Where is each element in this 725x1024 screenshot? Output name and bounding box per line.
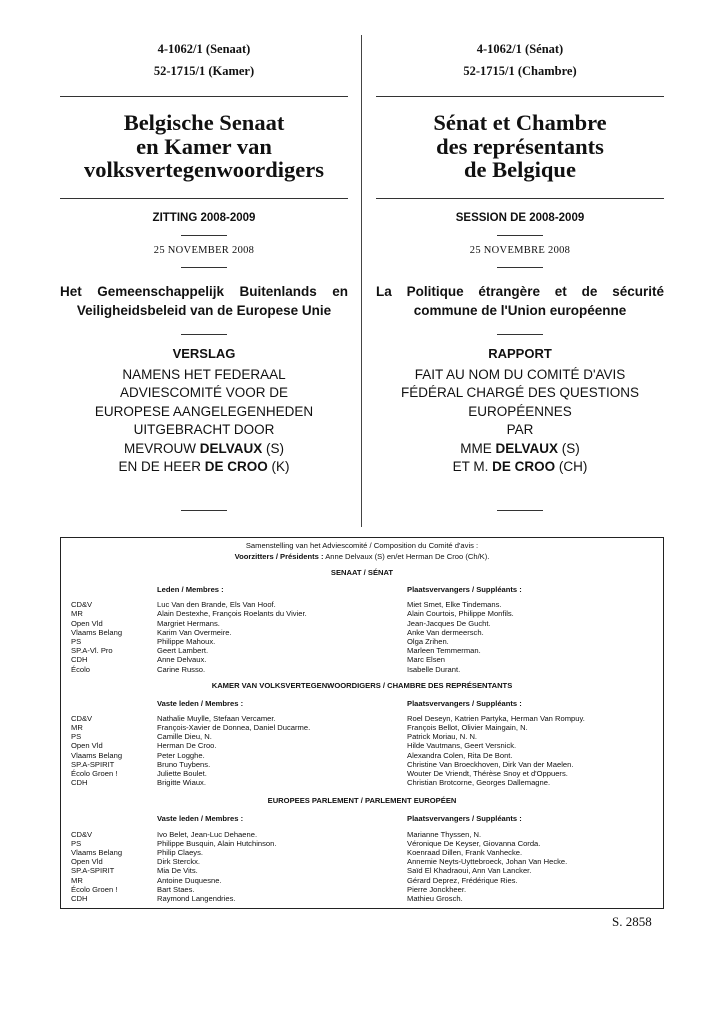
short-divider bbox=[497, 235, 543, 236]
party-name: Vlaams Belang bbox=[71, 627, 123, 637]
chairs-line bbox=[61, 552, 663, 561]
member-row bbox=[61, 778, 663, 787]
substitutes-names: Alain Courtois, Philippe Monfils. bbox=[407, 609, 514, 619]
rapporteur-name: DE CROO bbox=[204, 459, 268, 474]
party-name: CD&V bbox=[71, 713, 93, 723]
session-label: SESSION DE 2008-2009 bbox=[455, 211, 585, 224]
substitutes-header: Plaatsvervangers / Suppléants : bbox=[407, 698, 522, 708]
report-title: RAPPORT bbox=[488, 345, 552, 361]
members-names: Geert Lambert. bbox=[157, 646, 209, 656]
substitutes-names: Christian Brotcorne, Georges Dallemagne. bbox=[407, 778, 551, 788]
rapporteur-suffix: (S) bbox=[262, 440, 284, 456]
member-row bbox=[61, 751, 663, 760]
date: 25 NOVEMBRE 2008 bbox=[469, 244, 571, 256]
title-line: Belgische Senaat bbox=[123, 110, 285, 135]
substitutes-names: Koenraad Dillen, Frank Vanhecke. bbox=[407, 847, 523, 857]
substitutes-names: Alexandra Colen, Rita De Bont. bbox=[407, 750, 513, 760]
substitutes-names: Véronique De Keyser, Giovanna Corda. bbox=[407, 838, 541, 848]
doc-number-senate: 4-1062/1 (Senaat) bbox=[157, 42, 251, 56]
member-row bbox=[61, 723, 663, 732]
member-row bbox=[61, 866, 663, 875]
party-name: Open Vld bbox=[71, 741, 103, 751]
substitutes-names: Patrick Moriau, N. N. bbox=[407, 732, 478, 742]
rapporteur-prefix: ET M. bbox=[452, 459, 493, 474]
page-number: S. 2858 bbox=[612, 914, 652, 929]
substitutes-names: Anke Van dermeersch. bbox=[407, 627, 484, 637]
report-line: UITGEBRACHT DOOR bbox=[133, 422, 275, 437]
column-separator bbox=[361, 35, 362, 527]
substitutes-names: Christine Van Broeckhoven, Dirk Van der Maelen. bbox=[407, 759, 574, 769]
member-row bbox=[61, 637, 663, 646]
report-line: EUROPÉENNES bbox=[468, 403, 572, 419]
report-description bbox=[376, 366, 664, 477]
substitutes-names: Marc Elsen bbox=[407, 655, 445, 665]
party-name: CDH bbox=[71, 893, 88, 903]
doc-number-chamber: 52-1715/1 (Chambre) bbox=[463, 64, 577, 78]
title-line: en Kamer van bbox=[136, 133, 272, 159]
member-row bbox=[61, 876, 663, 885]
member-row bbox=[61, 848, 663, 857]
substitutes-names: Olga Zrihen. bbox=[407, 636, 449, 646]
member-row bbox=[61, 609, 663, 618]
rapporteur-suffix: (S) bbox=[558, 440, 580, 456]
member-row bbox=[61, 646, 663, 655]
party-name: CD&V bbox=[71, 600, 93, 610]
substitutes-names: Marleen Temmerman. bbox=[407, 646, 481, 656]
rapporteur-suffix: (CH) bbox=[555, 459, 588, 474]
section-title-chamber: KAMER VAN VOLKSVERTEGENWOORDIGERS / CHAMBRE DES REPRÉSENTANTS bbox=[211, 680, 513, 690]
report-line: EUROPESE AANGELEGENHEDEN bbox=[94, 403, 314, 419]
report-line: NAMENS HET FEDERAAL bbox=[122, 366, 286, 382]
short-divider bbox=[181, 235, 227, 236]
institution-title bbox=[376, 111, 664, 182]
substitutes-names: Roel Deseyn, Katrien Partyka, Herman Van Rompuy. bbox=[407, 713, 585, 723]
members-names: Herman De Croo. bbox=[157, 741, 217, 751]
party-name: Écolo Groen ! bbox=[71, 884, 118, 894]
rapporteur-line bbox=[60, 440, 348, 459]
section-header-row bbox=[61, 585, 663, 594]
substitutes-names: Gérard Deprez, Frédérique Ries. bbox=[407, 875, 518, 885]
members-names: Raymond Langendries. bbox=[157, 893, 236, 903]
rapporteur-name: DELVAUX bbox=[495, 440, 558, 456]
substitutes-names: Miet Smet, Elke Tindemans. bbox=[407, 600, 502, 610]
party-name: SP.A-SPIRIT bbox=[71, 866, 115, 876]
doc-number-chamber: 52-1715/1 (Kamer) bbox=[153, 64, 255, 78]
members-names: Philip Claeys. bbox=[157, 847, 204, 857]
member-row bbox=[61, 830, 663, 839]
section-header-row bbox=[61, 699, 663, 708]
members-header: Vaste leden / Membres : bbox=[157, 814, 244, 824]
report-title: VERSLAG bbox=[172, 345, 236, 361]
substitutes-names: Jean-Jacques De Gucht. bbox=[407, 618, 491, 628]
member-row bbox=[61, 600, 663, 609]
members-names: Margriet Hermans. bbox=[157, 618, 220, 628]
substitutes-header: Plaatsvervangers / Suppléants : bbox=[407, 585, 522, 594]
committee-composition-box bbox=[60, 537, 664, 909]
members-names: Dirk Sterckx. bbox=[157, 857, 201, 867]
party-name: MR bbox=[71, 875, 83, 885]
divider bbox=[60, 198, 348, 199]
rapporteur-line bbox=[60, 458, 348, 477]
party-name: Écolo bbox=[71, 664, 90, 674]
member-row bbox=[61, 839, 663, 848]
report-line: ADVIESCOMITÉ VOOR DE bbox=[119, 385, 289, 400]
title-line: de Belgique bbox=[464, 157, 576, 182]
title-line: des représentants bbox=[436, 133, 604, 159]
member-row bbox=[61, 628, 663, 637]
member-row bbox=[61, 857, 663, 866]
section-title-european-parliament: EUROPEES PARLEMENT / PARLEMENT EUROPÉEN bbox=[267, 796, 457, 806]
member-row bbox=[61, 714, 663, 723]
substitutes-names: Saïd El Khadraoui, Ann Van Lancker. bbox=[407, 866, 532, 876]
member-row bbox=[61, 760, 663, 769]
rapporteur-name: DELVAUX bbox=[199, 440, 263, 456]
short-divider bbox=[497, 267, 543, 268]
party-name: CDH bbox=[71, 778, 88, 788]
section-title-senate: SENAAT / SÉNAT bbox=[330, 568, 394, 577]
members-names: Karim Van Overmeire. bbox=[157, 627, 232, 637]
member-rows bbox=[61, 714, 663, 788]
substitutes-names: Isabelle Durant. bbox=[407, 664, 461, 674]
short-divider bbox=[181, 267, 227, 268]
doc-number-senate: 4-1062/1 (Sénat) bbox=[476, 42, 564, 56]
members-names: Juliette Boulet. bbox=[157, 769, 207, 778]
chairs-value: Anne Delvaux (S) en/et Herman De Croo (Ch/K). bbox=[323, 552, 490, 561]
party-name: Open Vld bbox=[71, 618, 103, 628]
members-names: Mia De Vits. bbox=[157, 866, 198, 876]
divider bbox=[376, 198, 664, 199]
party-name: Écolo Groen ! bbox=[71, 769, 118, 778]
party-name: CD&V bbox=[71, 829, 93, 839]
short-divider bbox=[497, 334, 543, 335]
party-name: SP.A-Vl. Pro bbox=[71, 646, 113, 656]
substitutes-names: Wouter De Vriendt, Thérèse Snoy et d'Oppuers. bbox=[407, 769, 568, 778]
report-line: FÉDÉRAL CHARGÉ DES QUESTIONS bbox=[400, 385, 640, 400]
party-name: MR bbox=[71, 723, 83, 733]
party-name: MR bbox=[71, 609, 83, 619]
member-rows bbox=[61, 830, 663, 904]
substitutes-names: François Bellot, Olivier Maingain, N. bbox=[407, 723, 528, 733]
members-names: Philippe Mahoux. bbox=[157, 636, 216, 646]
party-name: SP.A-SPIRIT bbox=[71, 759, 115, 769]
party-name: Open Vld bbox=[71, 857, 103, 867]
members-names: Brigitte Wiaux. bbox=[157, 778, 206, 788]
member-rows bbox=[61, 600, 663, 674]
party-name: Vlaams Belang bbox=[71, 750, 123, 760]
member-row bbox=[61, 655, 663, 664]
members-header: Vaste leden / Membres : bbox=[157, 698, 244, 708]
institution-title bbox=[60, 111, 348, 182]
members-names: Anne Delvaux. bbox=[157, 655, 207, 665]
members-names: Bart Staes. bbox=[157, 884, 195, 894]
subject-title: Het Gemeenschappelijk Buitenlands en Veiligheidsbeleid van de Europese Unie bbox=[60, 283, 348, 318]
report-line: FAIT AU NOM DU COMITÉ D'AVIS bbox=[414, 366, 626, 382]
members-names: Peter Logghe. bbox=[157, 750, 205, 760]
party-name: PS bbox=[71, 838, 82, 848]
party-name: PS bbox=[71, 636, 82, 646]
section-header-row bbox=[61, 814, 663, 823]
member-row bbox=[61, 894, 663, 903]
composition-heading: Samenstelling van het Adviescomité / Composition du Comité d'avis : bbox=[245, 541, 479, 550]
member-row bbox=[61, 732, 663, 741]
rapporteur-prefix: MME bbox=[460, 440, 496, 456]
substitutes-names: Pierre Jonckheer. bbox=[407, 884, 467, 894]
member-row bbox=[61, 619, 663, 628]
short-divider bbox=[181, 510, 227, 511]
substitutes-names: Hilde Vautmans, Geert Versnick. bbox=[407, 741, 517, 751]
member-row bbox=[61, 665, 663, 674]
members-names: Camille Dieu, N. bbox=[157, 732, 212, 742]
substitutes-names: Mathieu Grosch. bbox=[407, 893, 463, 903]
report-description bbox=[60, 366, 348, 477]
rapporteur-suffix: (K) bbox=[267, 459, 290, 474]
party-name: Vlaams Belang bbox=[71, 847, 123, 857]
rapporteur-prefix: EN DE HEER bbox=[118, 459, 205, 474]
member-row bbox=[61, 741, 663, 750]
session-label: ZITTING 2008-2009 bbox=[152, 211, 256, 224]
rapporteur-line bbox=[376, 458, 664, 477]
party-name: PS bbox=[71, 732, 82, 742]
members-names: Antoine Duquesne. bbox=[157, 875, 222, 885]
member-row bbox=[61, 885, 663, 894]
substitutes-names: Marianne Thyssen, N. bbox=[407, 829, 482, 839]
members-header: Leden / Membres : bbox=[157, 585, 224, 594]
rapporteur-prefix: MEVROUW bbox=[123, 440, 200, 456]
members-names: Luc Van den Brande, Els Van Hoof. bbox=[157, 600, 276, 610]
substitutes-names: Annemie Neyts-Uyttebroeck, Johan Van Hecke. bbox=[407, 857, 568, 867]
divider bbox=[60, 96, 348, 97]
short-divider bbox=[181, 334, 227, 335]
members-names: Ivo Belet, Jean-Luc Dehaene. bbox=[157, 829, 258, 839]
subject-title: La Politique étrangère et de sécurité commune de l'Union européenne bbox=[376, 283, 664, 318]
left-column-dutch bbox=[60, 0, 348, 511]
right-column-french bbox=[376, 0, 664, 511]
rapporteur-name: DE CROO bbox=[492, 459, 556, 474]
report-line: PAR bbox=[506, 422, 534, 437]
members-names: Alain Destexhe, François Roelants du Vivier. bbox=[157, 609, 307, 619]
date: 25 NOVEMBER 2008 bbox=[153, 244, 255, 256]
title-line: volksvertegenwoordigers bbox=[84, 157, 324, 182]
party-name: CDH bbox=[71, 655, 88, 665]
members-names: Philippe Busquin, Alain Hutchinson. bbox=[157, 838, 277, 848]
substitutes-header: Plaatsvervangers / Suppléants : bbox=[407, 814, 522, 824]
member-row bbox=[61, 769, 663, 778]
title-line: Sénat et Chambre bbox=[433, 110, 607, 135]
divider bbox=[376, 96, 664, 97]
chairs-label: Voorzitters / Présidents : bbox=[234, 552, 324, 561]
members-names: François-Xavier de Donnea, Daniel Ducarme. bbox=[157, 723, 311, 733]
rapporteur-line bbox=[376, 440, 664, 459]
members-names: Carine Russo. bbox=[157, 664, 206, 674]
short-divider bbox=[497, 510, 543, 511]
members-names: Bruno Tuybens. bbox=[157, 759, 211, 769]
members-names: Nathalie Muylle, Stefaan Vercamer. bbox=[157, 713, 276, 723]
